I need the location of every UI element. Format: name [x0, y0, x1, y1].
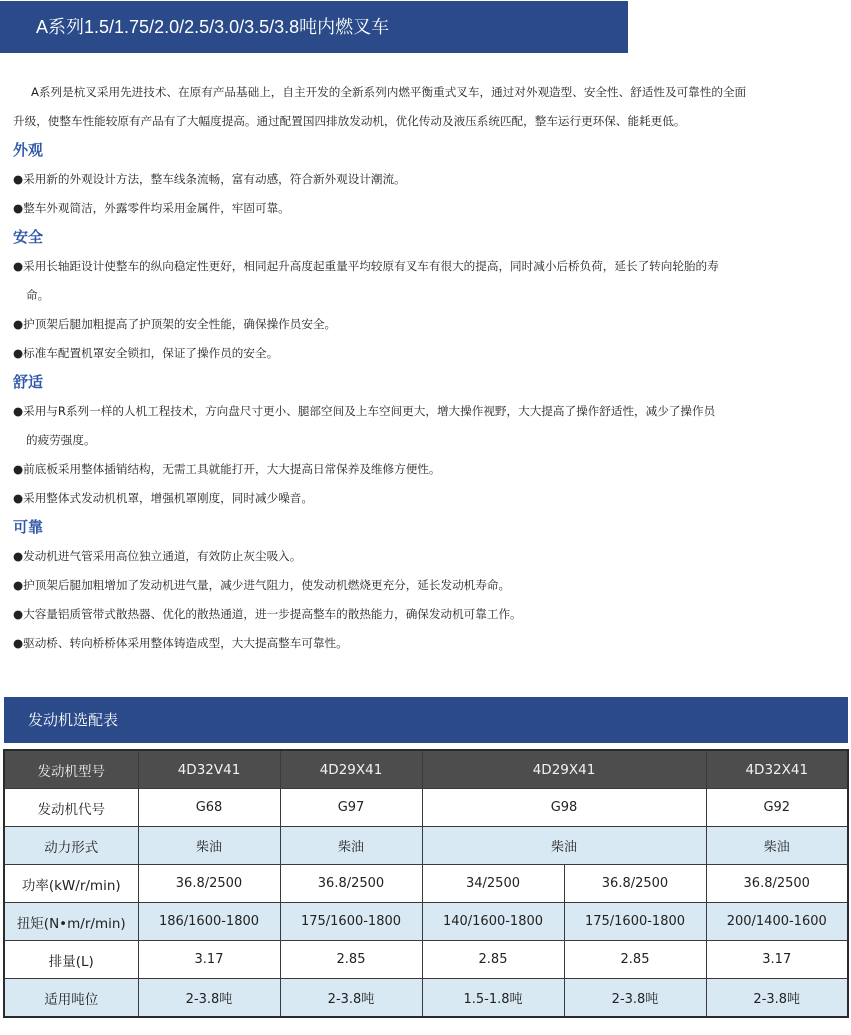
table-cell: G97	[280, 789, 422, 827]
section-heading-comfort: 舒适	[13, 373, 44, 391]
table-cell: 4D32X41	[706, 750, 848, 789]
section-heading-appearance: 外观	[13, 141, 44, 159]
row-label: 功率(kW/r/min)	[4, 865, 138, 903]
description	[13, 78, 843, 658]
bullet-item: ●护顶架后腿加粗提高了护顶架的安全性能，确保操作员安全。	[13, 317, 337, 331]
table-cell: 4D32V41	[138, 750, 280, 789]
intro-line: A系列是杭叉采用先进技术、在原有产品基础上，自主开发的全新系列内燃平衡重式叉车，通过对外观造型、安全性、舒适性及可靠性的全面	[31, 85, 747, 99]
table-cell: 2.85	[564, 941, 706, 979]
bullet-item-continuation: 命。	[26, 288, 50, 302]
table-cell: 36.8/2500	[138, 865, 280, 903]
bullet-item: ●发动机进气管采用高位独立通道，有效防止灰尘吸入。	[13, 549, 302, 563]
table-cell: 186/1600-1800	[138, 903, 280, 941]
row-label: 适用吨位	[4, 979, 138, 1018]
bullet-item: ●驱动桥、转向桥桥体采用整体铸造成型，大大提高整车可靠性。	[13, 636, 348, 650]
section-heading-reliability: 可靠	[13, 518, 44, 536]
engine-table-title: 发动机选配表	[4, 697, 848, 743]
table-row-tonnage	[4, 979, 848, 1018]
table-cell: 2-3.8吨	[706, 979, 848, 1018]
table-cell: 36.8/2500	[706, 865, 848, 903]
table-row-model	[4, 750, 848, 789]
table-cell: G98	[422, 789, 706, 827]
table-cell: 3.17	[706, 941, 848, 979]
bullet-item-continuation: 的疲劳强度。	[26, 433, 96, 447]
bullet-item: ●标准车配置机罩安全锁扣，保证了操作员的安全。	[13, 346, 279, 360]
table-cell: 36.8/2500	[280, 865, 422, 903]
table-cell: 2.85	[422, 941, 564, 979]
table-cell: 柴油	[422, 827, 706, 865]
bullet-item: ●大容量铝质管带式散热器、优化的散热通道，进一步提高整车的散热能力，确保发动机可靠工作。	[13, 607, 522, 621]
table-cell: 200/1400-1600	[706, 903, 848, 941]
table-cell: 2-3.8吨	[138, 979, 280, 1018]
engine-options-table	[3, 749, 849, 1018]
row-label: 动力形式	[4, 827, 138, 865]
table-cell: 2-3.8吨	[564, 979, 706, 1018]
page-title: A系列1.5/1.75/2.0/2.5/3.0/3.5/3.8吨内燃叉车	[0, 1, 628, 53]
intro-line: 升级，使整车性能较原有产品有了大幅度提高。通过配置国四排放发动机，优化传动及液压系统匹配，整车运行更环保、能耗更低。	[13, 114, 686, 128]
table-row-displacement	[4, 941, 848, 979]
table-row-power-type	[4, 827, 848, 865]
bullet-item: ●采用与R系列一样的人机工程技术，方向盘尺寸更小、腿部空间及上车空间更大，增大操作视野，大大提高了操作舒适性，减少了操作员	[13, 404, 716, 418]
section-heading-safety: 安全	[13, 228, 44, 246]
bullet-item: ●整车外观简洁，外露零件均采用金属件，牢固可靠。	[13, 201, 290, 215]
table-cell: 2-3.8吨	[280, 979, 422, 1018]
table-row-torque	[4, 903, 848, 941]
table-cell: 1.5-1.8吨	[422, 979, 564, 1018]
bullet-item: ●采用整体式发动机机罩，增强机罩刚度，同时减少噪音。	[13, 491, 313, 505]
bullet-item: ●护顶架后腿加粗增加了发动机进气量，减少进气阻力，使发动机燃烧更充分，延长发动机寿命。	[13, 578, 511, 592]
row-label: 发动机代号	[4, 789, 138, 827]
table-cell: 175/1600-1800	[564, 903, 706, 941]
bullet-item: ●前底板采用整体插销结构，无需工具就能打开，大大提高日常保养及维修方便性。	[13, 462, 441, 476]
table-cell: 3.17	[138, 941, 280, 979]
table-cell: 柴油	[280, 827, 422, 865]
row-label: 排量(L)	[4, 941, 138, 979]
bullet-item: ●采用新的外观设计方法，整车线条流畅，富有动感，符合新外观设计潮流。	[13, 172, 406, 186]
table-cell: G68	[138, 789, 280, 827]
table-cell: 175/1600-1800	[280, 903, 422, 941]
table-cell: G92	[706, 789, 848, 827]
table-row-power	[4, 865, 848, 903]
table-cell: 34/2500	[422, 865, 564, 903]
table-cell: 2.85	[280, 941, 422, 979]
table-cell: 140/1600-1800	[422, 903, 564, 941]
table-cell: 4D29X41	[422, 750, 706, 789]
table-cell: 柴油	[706, 827, 848, 865]
bullet-item: ●采用长轴距设计使整车的纵向稳定性更好，相同起升高度起重量平均较原有叉车有很大的提高，同时减小后桥负荷，延长了转向轮胎的寿	[13, 259, 719, 273]
table-row-code	[4, 789, 848, 827]
table-cell: 4D29X41	[280, 750, 422, 789]
row-label: 扭矩(N•m/r/min)	[4, 903, 138, 941]
table-cell: 36.8/2500	[564, 865, 706, 903]
row-label: 发动机型号	[4, 750, 138, 789]
table-cell: 柴油	[138, 827, 280, 865]
